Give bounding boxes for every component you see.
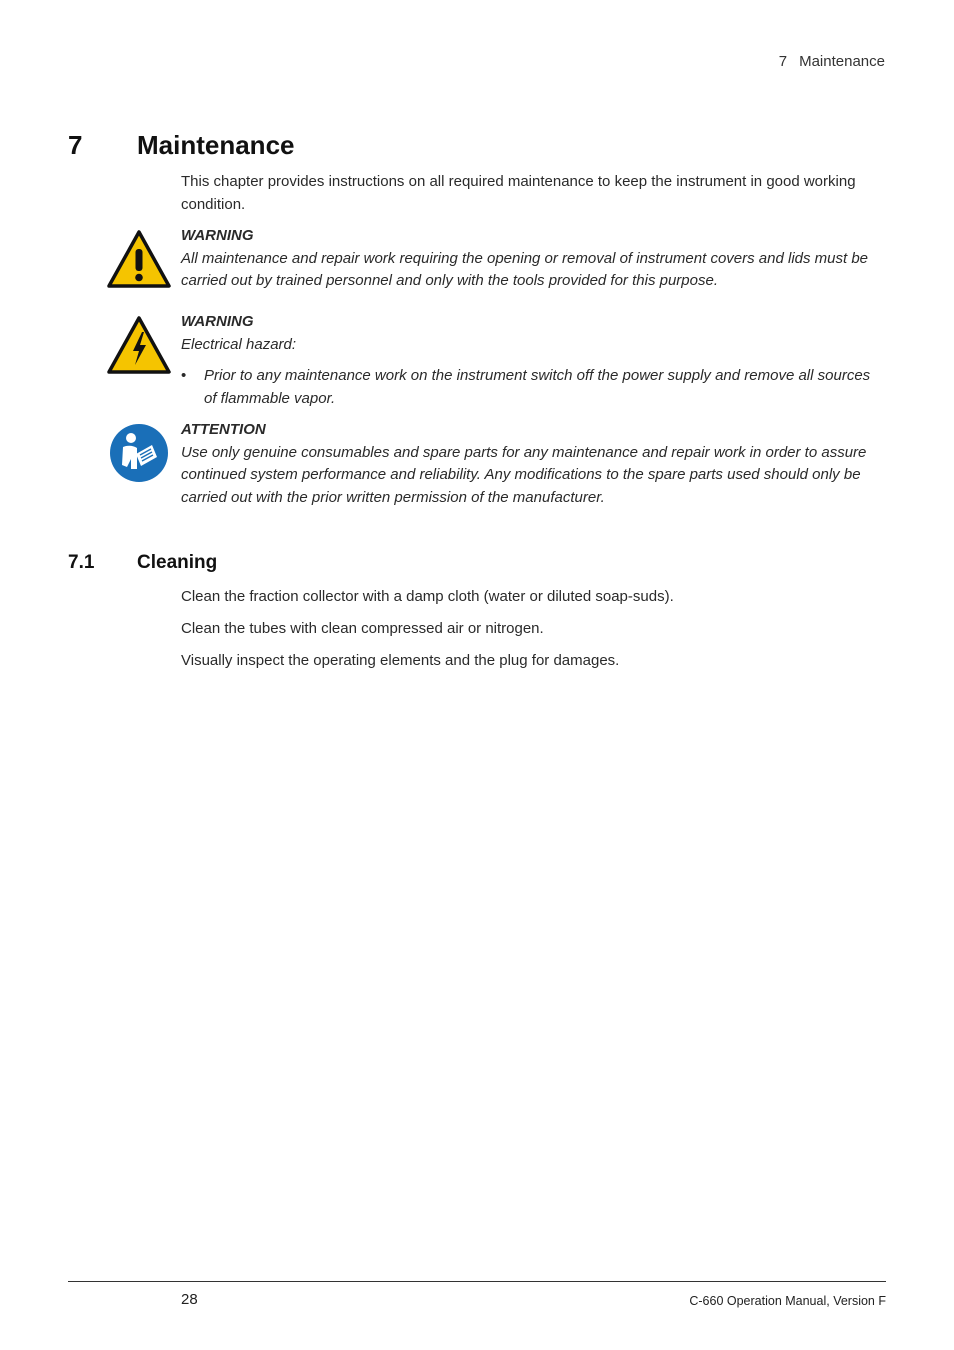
cleaning-paragraph: Clean the fraction collector with a damp cloth (water or diluted soap-suds). (181, 588, 674, 605)
running-header-chapter-title: Maintenance (799, 53, 885, 70)
chapter-intro: This chapter provides instructions on all required maintenance to keep the instrument in good working condition. (181, 173, 856, 213)
bullet-item (181, 365, 886, 410)
warning-text: All maintenance and repair work requiring the opening or removal of instrument covers and lids must be carried out by trained personnel and only with the tools provided for this purpose. (181, 249, 869, 289)
attention-text: Use only genuine consumables and spare parts for any maintenance and repair work in order to assure continued system performance and reliability. Any modifications to the spare parts used should only be carried out with the prior written permission of the manufacturer. (181, 443, 867, 506)
bullet-text: Prior to any maintenance work on the instrument switch off the power supply and remove all sources of flammable vapor. (204, 367, 871, 407)
running-header-chapter-number: 7 (778, 53, 788, 70)
attention-notice (181, 419, 886, 509)
section-title: Cleaning (137, 552, 218, 573)
attention-title: ATTENTION (181, 421, 266, 438)
warning-title: WARNING (181, 313, 254, 330)
read-manual-icon (109, 423, 169, 483)
manual-title: C-660 Operation Manual, Version F (689, 1294, 886, 1308)
warning-title: WARNING (181, 227, 254, 244)
cleaning-paragraph: Visually inspect the operating elements and the plug for damages. (181, 652, 620, 669)
section-number: 7.1 (68, 552, 95, 573)
section-heading (68, 552, 217, 574)
running-header (779, 53, 885, 70)
warning-triangle-icon (106, 229, 172, 289)
warning-notice-general (181, 225, 886, 293)
chapter-number: 7 (68, 130, 83, 160)
footer-divider (68, 1281, 886, 1282)
chapter-title: Maintenance (137, 130, 295, 160)
electrical-hazard-icon (106, 315, 172, 375)
warning-text: Electrical hazard: (181, 335, 297, 353)
chapter-heading (68, 130, 295, 161)
cleaning-paragraph: Clean the tubes with clean compressed air or nitrogen. (181, 620, 544, 637)
page-number: 28 (181, 1291, 198, 1308)
warning-notice-electrical (181, 311, 886, 356)
bullet-dot: • (181, 367, 187, 384)
